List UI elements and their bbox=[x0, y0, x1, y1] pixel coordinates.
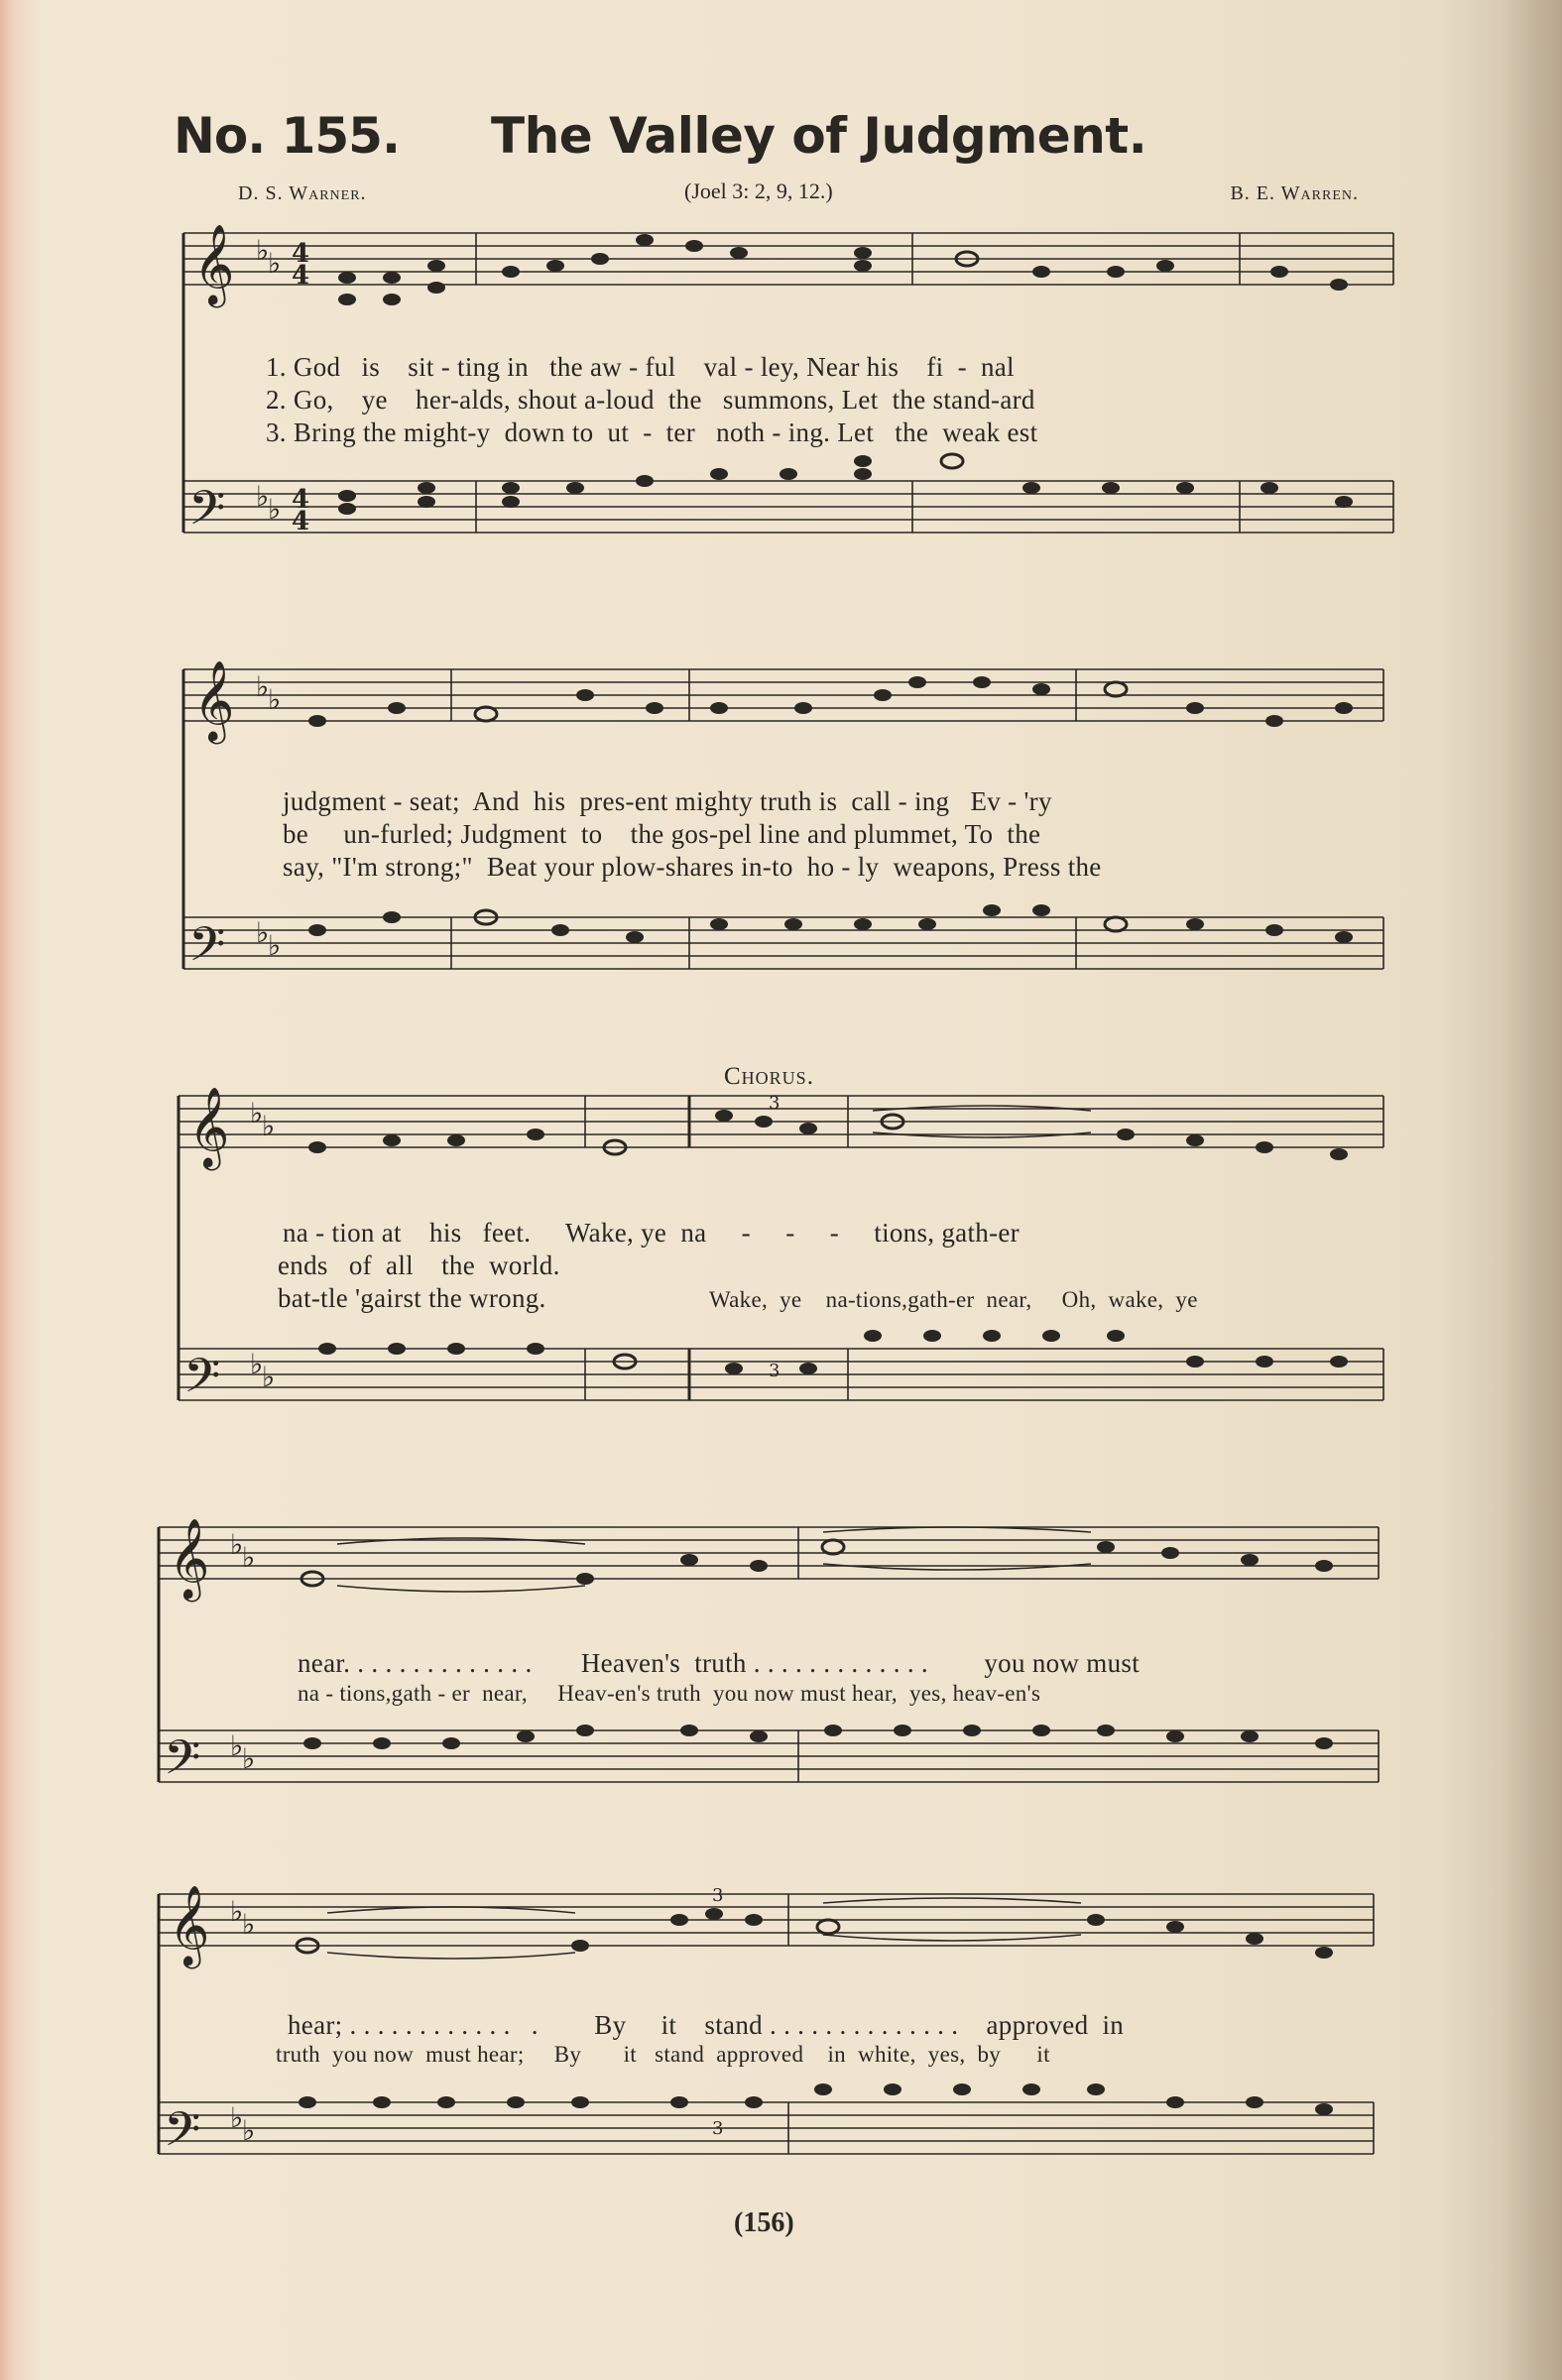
svg-text:𝄞: 𝄞 bbox=[188, 1086, 230, 1167]
music-system-1 bbox=[0, 218, 1562, 585]
lyric-verse-2: 2. Go, ye her-alds, shout a-loud the summons, Let the stand-ard bbox=[266, 385, 1035, 415]
svg-text:𝄢: 𝄢 bbox=[164, 1729, 201, 1797]
svg-text:♭: ♭ bbox=[262, 1361, 276, 1393]
lyric-verse-2: ends of all the world. bbox=[278, 1250, 560, 1280]
svg-text:𝄢: 𝄢 bbox=[188, 916, 226, 984]
svg-text:♭: ♭ bbox=[256, 234, 270, 267]
svg-text:♭: ♭ bbox=[268, 493, 282, 526]
svg-text:3: 3 bbox=[712, 1885, 724, 1906]
staff-notation bbox=[0, 1081, 1562, 1448]
svg-text:4: 4 bbox=[292, 239, 310, 269]
lyric-verse-2: be un-furled; Judgment to the gos-pel line and plummet, To the bbox=[283, 819, 1041, 849]
svg-text:𝄞: 𝄞 bbox=[193, 659, 235, 741]
svg-text:𝄞: 𝄞 bbox=[169, 1884, 210, 1965]
hymn-number: No. 155. bbox=[174, 107, 400, 165]
svg-text:♭: ♭ bbox=[230, 1729, 244, 1762]
svg-text:♭: ♭ bbox=[230, 1528, 244, 1561]
music-system-3 bbox=[0, 1063, 1562, 1448]
svg-text:3: 3 bbox=[712, 2118, 724, 2139]
svg-text:♭: ♭ bbox=[256, 916, 270, 949]
page-number: (156) bbox=[734, 2207, 794, 2238]
svg-text:𝄢: 𝄢 bbox=[183, 1348, 221, 1415]
svg-text:♭: ♭ bbox=[268, 683, 282, 716]
lyric-verse-1: judgment - seat; And his pres-ent mighty truth is call - ing Ev - 'ry bbox=[283, 786, 1052, 816]
svg-text:𝄞: 𝄞 bbox=[193, 223, 235, 304]
svg-text:♭: ♭ bbox=[242, 1908, 256, 1941]
lyric-bass-response: truth you now must hear; By it stand approved in white, yes, by it bbox=[276, 2042, 1050, 2067]
svg-text:♭: ♭ bbox=[250, 1348, 264, 1380]
hymn-header bbox=[174, 107, 1393, 177]
svg-text:3: 3 bbox=[769, 1093, 781, 1114]
svg-text:3: 3 bbox=[769, 1361, 781, 1381]
lyric-bass-response: na - tions,gath - er near, Heav-en's truth you now must hear, yes, heav-en's bbox=[298, 1681, 1041, 1706]
svg-text:♭: ♭ bbox=[242, 1541, 256, 1574]
lyric-bass-response: Wake, ye na-tions,gath-er near, Oh, wake, ye bbox=[709, 1287, 1198, 1312]
music-system-4 bbox=[0, 1512, 1562, 1849]
svg-text:♭: ♭ bbox=[242, 1742, 256, 1775]
svg-text:♭: ♭ bbox=[230, 1895, 244, 1928]
composer-credit: B. E. Warren. bbox=[1230, 182, 1359, 204]
svg-text:♭: ♭ bbox=[262, 1110, 276, 1142]
music-system-2 bbox=[0, 654, 1562, 1012]
svg-text:♭: ♭ bbox=[256, 480, 270, 513]
svg-text:𝄢: 𝄢 bbox=[164, 2101, 201, 2169]
hymn-title: The Valley of Judgment. bbox=[491, 107, 1147, 165]
music-system-5 bbox=[0, 1879, 1562, 2197]
lyric-verse-1: 1. God is sit - ting in the aw - ful val - ley, Near his fi - nal bbox=[266, 352, 1015, 382]
hymn-credits bbox=[238, 177, 1359, 206]
lyric-verse-1: hear; . . . . . . . . . . . . . By it stand . . . . . . . . . . . . . . approved in bbox=[288, 2010, 1125, 2040]
svg-text:𝄢: 𝄢 bbox=[188, 480, 226, 547]
scripture-reference: (Joel 3: 2, 9, 12.) bbox=[684, 178, 833, 203]
svg-text:♭: ♭ bbox=[242, 2114, 256, 2147]
lyricist-credit: D. S. Warner. bbox=[238, 182, 367, 204]
svg-text:♭: ♭ bbox=[268, 247, 282, 280]
svg-text:♭: ♭ bbox=[250, 1097, 264, 1130]
svg-text:♭: ♭ bbox=[230, 2101, 244, 2134]
svg-text:♭: ♭ bbox=[268, 929, 282, 962]
lyric-verse-1: near. . . . . . . . . . . . . . Heaven's truth . . . . . . . . . . . . . you now must bbox=[298, 1648, 1140, 1678]
lyric-verse-3: 3. Bring the might-y down to ut - ter noth - ing. Let the weak est bbox=[266, 417, 1038, 447]
svg-text:𝄞: 𝄞 bbox=[169, 1517, 210, 1599]
svg-text:4: 4 bbox=[292, 261, 310, 291]
lyric-verse-3: say, "I'm strong;" Beat your plow-shares in-to ho - ly weapons, Press the bbox=[283, 852, 1102, 882]
lyric-verse-1: na - tion at his feet. Wake, ye na - - - tions, gath-er bbox=[283, 1218, 1020, 1248]
svg-text:4: 4 bbox=[292, 485, 310, 515]
chorus-label: Chorus. bbox=[724, 1063, 814, 1090]
svg-text:4: 4 bbox=[292, 507, 310, 536]
lyric-verse-3: bat-tle 'gairst the wrong. bbox=[278, 1283, 546, 1313]
svg-text:♭: ♭ bbox=[256, 670, 270, 703]
